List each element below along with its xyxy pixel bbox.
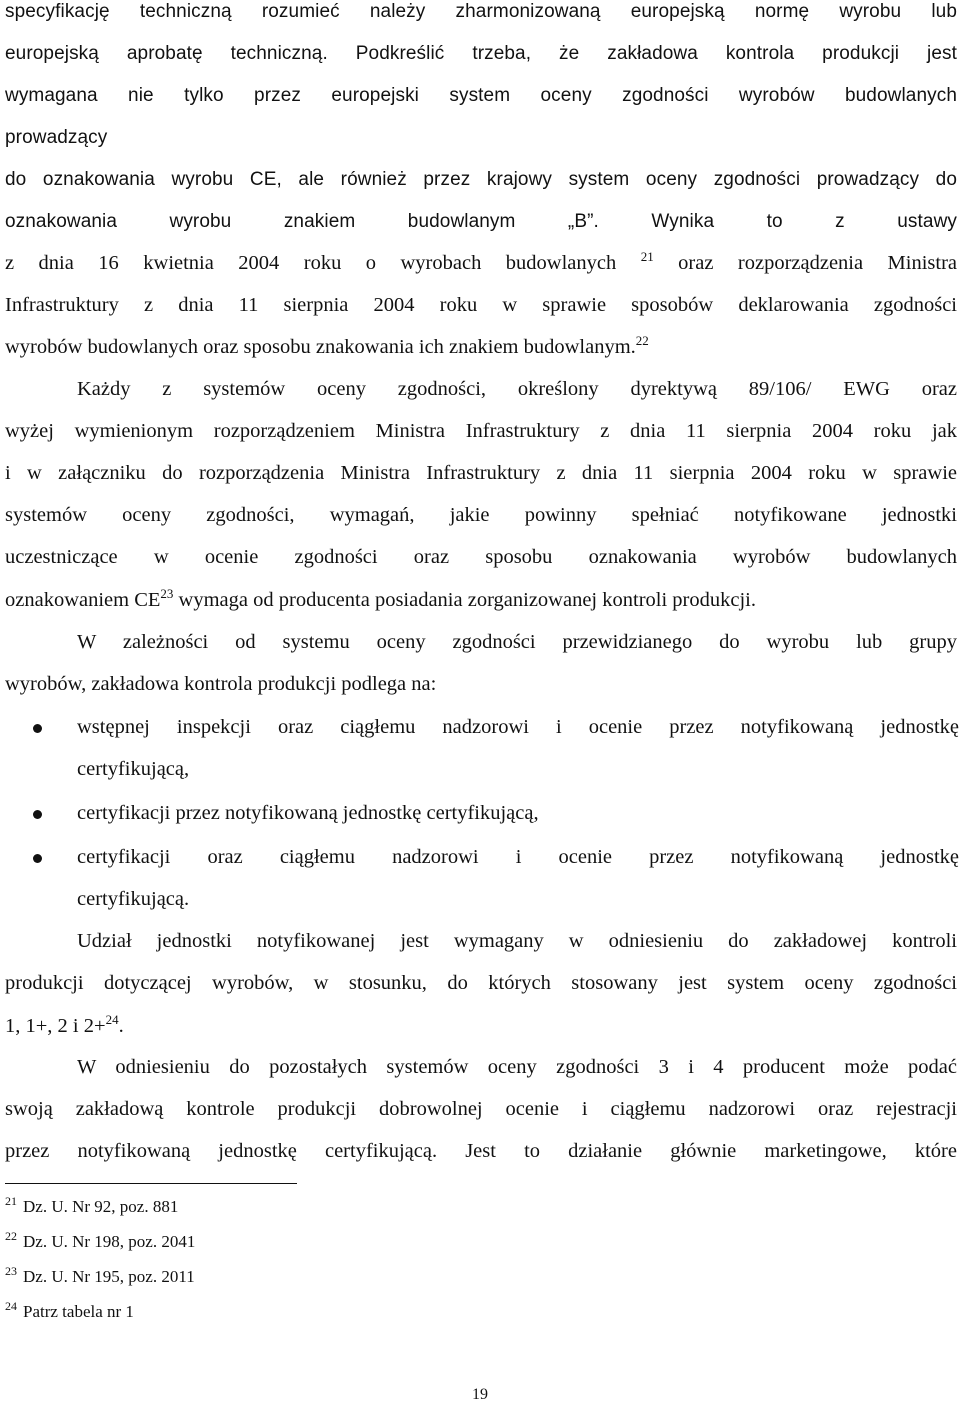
text-line	[5, 1006, 957, 1048]
text-line: specyfikację techniczną rozumieć należy zharmonizowaną europejską normę wyrobu lub	[5, 1, 957, 22]
footnote	[5, 1266, 195, 1288]
text-line: do oznakowania wyrobu CE, ale również przez krajowy system oceny zgodności prowadzący do	[5, 169, 957, 190]
text-run: z dnia 16 kwietnia 2004 roku o wyrobach budowlanych	[5, 252, 617, 274]
list-item-text: certyfikującą.	[77, 888, 190, 910]
list-item-text: certyfikacji oraz ciągłemu nadzorowi i ocenie przez notyfikowaną jednostkę	[77, 846, 959, 868]
footnote-separator	[5, 1183, 297, 1184]
text-run: .	[118, 1015, 124, 1037]
bullet-icon	[33, 854, 42, 863]
text-line	[5, 243, 957, 285]
text-line: oznakowania wyrobu znakiem budowlanym „B”. Wynika to z ustawy	[5, 211, 957, 232]
text-line: uczestniczące w ocenie zgodności oraz sposobu oznakowania wyrobów budowlanych	[5, 546, 957, 568]
footnote-text: Dz. U. Nr 195, poz. 2011	[23, 1267, 195, 1286]
bullet-icon	[33, 724, 42, 733]
text-line	[5, 327, 957, 369]
text-line: produkcji dotyczącej wyrobów, w stosunku, do których stosowany jest system oceny zgodności	[5, 972, 957, 994]
footnote-number: 24	[5, 1299, 17, 1314]
text-line: swoją zakładową kontrole produkcji dobrowolnej ocenie i ciągłemu nadzorowi oraz rejestracji	[5, 1098, 957, 1120]
text-line: Każdy z systemów oceny zgodności, określony dyrektywą 89/106/ EWG oraz	[77, 378, 957, 400]
text-line: systemów oceny zgodności, wymagań, jakie powinny spełniać notyfikowane jednostki	[5, 504, 957, 526]
text-line: wyrobów, zakładowa kontrola produkcji podlega na:	[5, 673, 437, 695]
footnote-text: Dz. U. Nr 198, poz. 2041	[23, 1232, 196, 1251]
footnote-ref: 24	[105, 1012, 119, 1028]
page-number: 19	[472, 1386, 488, 1403]
footnote-number: 22	[5, 1229, 17, 1244]
text-run: wymaga od producenta posiadania zorganizowanej kontroli produkcji.	[173, 589, 756, 611]
footnote	[5, 1196, 178, 1218]
text-run: wyrobów budowlanych oraz sposobu znakowania ich znakiem budowlanym.	[5, 336, 636, 358]
text-line: wyżej wymienionym rozporządzeniem Ministra Infrastruktury z dnia 11 sierpnia 2004 roku jak	[5, 420, 957, 442]
text-run: oznakowaniem CE	[5, 589, 161, 611]
text-line: wymagana nie tylko przez europejski system oceny zgodności wyrobów budowlanych	[5, 85, 957, 106]
list-item-text: wstępnej inspekcji oraz ciągłemu nadzorowi i ocenie przez notyfikowaną jednostkę	[77, 716, 959, 738]
footnote-text: Dz. U. Nr 92, poz. 881	[23, 1197, 179, 1216]
text-line: i w załączniku do rozporządzenia Ministra Infrastruktury z dnia 11 sierpnia 2004 roku w sprawie	[5, 462, 957, 484]
text-line: Udział jednostki notyfikowanej jest wymagany w odniesieniu do zakładowej kontroli	[77, 930, 957, 952]
text-run: 1, 1+, 2 i 2+	[5, 1015, 106, 1037]
footnote-number: 21	[5, 1194, 17, 1209]
text-line: W zależności od systemu oceny zgodności przewidzianego do wyrobu lub grupy	[77, 631, 957, 653]
text-line: W odniesieniu do pozostałych systemów oceny zgodności 3 i 4 producent może podać	[77, 1056, 957, 1078]
text-line: Infrastruktury z dnia 11 sierpnia 2004 roku w sprawie sposobów deklarowania zgodności	[5, 294, 957, 316]
footnote-ref: 22	[635, 333, 649, 349]
footnote	[5, 1231, 195, 1253]
footnote-number: 23	[5, 1264, 17, 1279]
text-line: prowadzący	[5, 127, 108, 148]
text-run: oraz rozporządzenia Ministra	[653, 252, 958, 274]
footnote-text: Patrz tabela nr 1	[23, 1302, 134, 1321]
list-item-text: certyfikacji przez notyfikowaną jednostkę certyfikującą,	[77, 802, 539, 824]
footnote-ref: 21	[640, 249, 654, 265]
list-item-text: certyfikującą,	[77, 758, 190, 780]
text-line: europejską aprobatę techniczną. Podkreślić trzeba, że zakładowa kontrola produkcji jest	[5, 43, 957, 64]
text-line	[5, 580, 957, 622]
footnote-ref: 23	[160, 586, 174, 602]
footnote	[5, 1301, 134, 1323]
text-line: przez notyfikowaną jednostkę certyfikującą. Jest to działanie głównie marketingowe, które	[5, 1140, 957, 1162]
bullet-icon	[33, 810, 42, 819]
